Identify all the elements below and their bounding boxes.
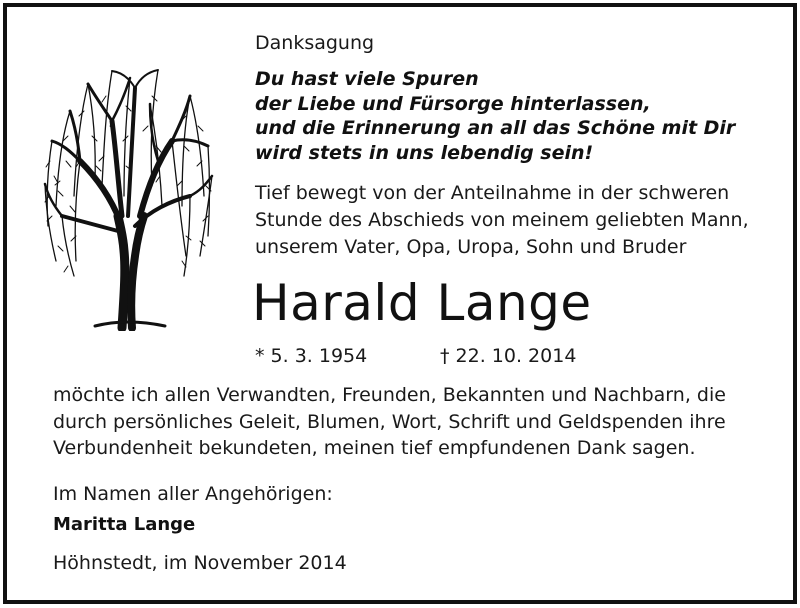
intro-paragraph [255, 180, 749, 261]
intro-line: unserem Vater, Opa, Uropa, Sohn und Bruder [255, 236, 687, 258]
poem-line: der Liebe und Fürsorge hinterlassen, [255, 92, 651, 115]
intro-line: Tief bewegt von der Anteilnahme in der schweren [255, 182, 730, 204]
thanks-line: durch persönliches Geleit, Blumen, Wort, Schrift und Geldspenden ihre [53, 410, 726, 433]
thanks-line: Verbundenheit bekundeten, meinen tief empfundenen Dank sagen. [53, 437, 696, 459]
memorial-poem [255, 67, 735, 165]
poem-line: und die Erinnerung an all das Schöne mit Dir [255, 117, 736, 139]
deceased-name: Harald Lange [252, 274, 592, 332]
birth-date: * 5. 3. 1954 [255, 345, 368, 367]
weeping-willow-tree-icon [40, 66, 215, 331]
thanks-line: möchte ich allen Verwandten, Freunden, Bekannten und Nachbarn, die [53, 384, 726, 406]
death-date: † 22. 10. 2014 [440, 345, 577, 367]
place-and-date: Höhnstedt, im November 2014 [53, 552, 347, 574]
thanks-paragraph [53, 382, 726, 462]
intro-line: Stunde des Abschieds von meinem geliebten Mann, [255, 209, 749, 231]
poem-line: Du hast viele Spuren [255, 68, 479, 90]
notice-heading: Danksagung [255, 32, 375, 54]
poem-line: wird stets in uns lebendig sein! [255, 141, 594, 164]
closing-label: Im Namen aller Angehörigen: [53, 483, 333, 505]
signature-name: Maritta Lange [53, 514, 196, 535]
